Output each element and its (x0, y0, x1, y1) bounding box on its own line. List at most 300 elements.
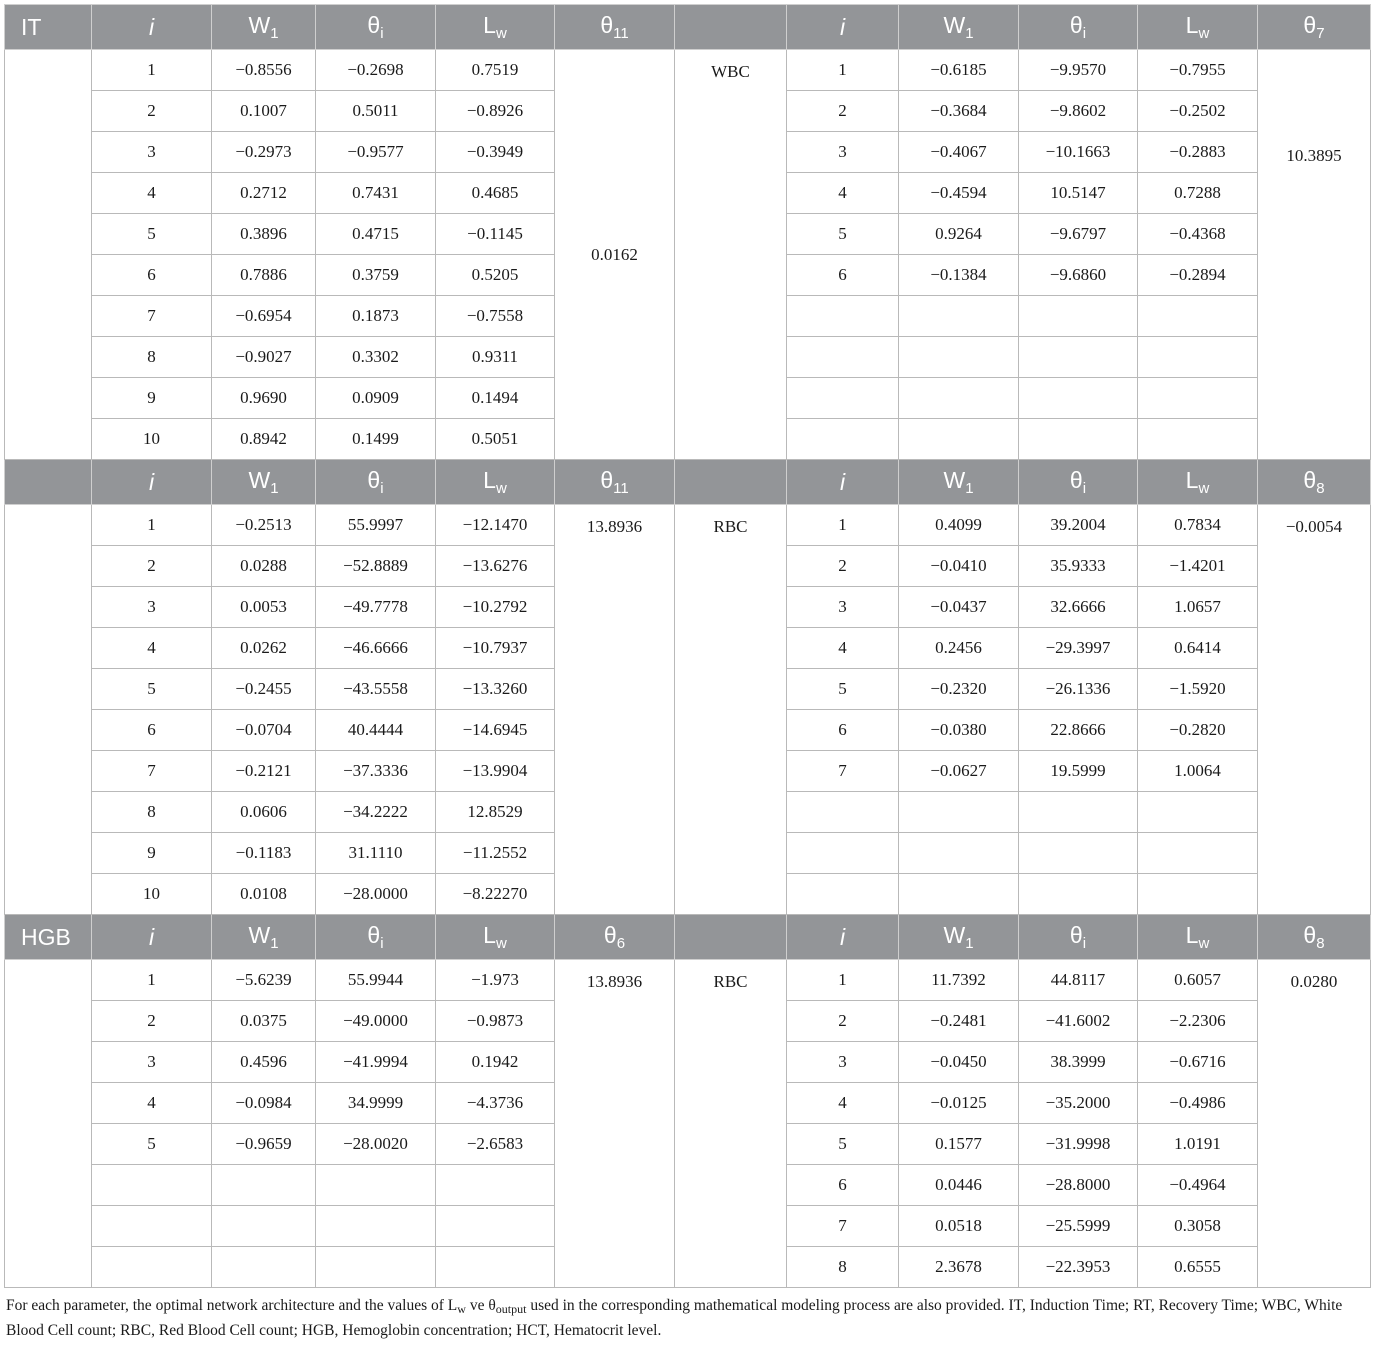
footnote-text-end: used in the corresponding mathematical modeling process are also provided. IT, Induction Time; RT, Recovery Time; WBC, White Blood Cell count; RBC, Red Blood Cell count; HGB, Hemoglobin concentration; HCT, Hematocrit level. (6, 1297, 1343, 1339)
header-lw (1138, 915, 1258, 960)
right-cell: −0.2820 (1138, 710, 1258, 751)
right-cell: 6 (787, 255, 899, 296)
table-footnote (4, 1295, 1370, 1342)
left-cell: 0.1007 (212, 91, 316, 132)
left-cell: −0.9873 (436, 1001, 555, 1042)
header-weight (212, 460, 316, 505)
left-cell: 0.3302 (316, 337, 436, 378)
section-header-row (5, 5, 1371, 50)
left-cell (92, 1247, 212, 1288)
right-cell: −0.0450 (899, 1042, 1019, 1083)
right-cell: 44.8117 (1019, 960, 1138, 1001)
left-cell: 0.1494 (436, 378, 555, 419)
right-cell (899, 378, 1019, 419)
right-cell: 0.2456 (899, 628, 1019, 669)
header-theta-output-right-symbol: θ (1303, 467, 1317, 493)
header-theta-i-subscript: i (1082, 480, 1087, 497)
header-lw-subscript: w (1198, 480, 1210, 497)
left-cell: −0.2513 (212, 505, 316, 546)
header-theta-output-right-subscript: 7 (1316, 25, 1325, 42)
left-cell: 0.3759 (316, 255, 436, 296)
right-cell (899, 874, 1019, 915)
right-cell (1138, 296, 1258, 337)
header-lw (1138, 460, 1258, 505)
header-theta-output-left-subscript: 11 (613, 480, 629, 497)
theta-output-value-left: 13.8936 (555, 960, 675, 1288)
left-cell: 2 (92, 1001, 212, 1042)
header-theta-i-symbol: θ (367, 12, 381, 38)
left-cell: −41.9994 (316, 1042, 436, 1083)
header-lw-subscript: w (1198, 25, 1210, 42)
left-cell: 10 (92, 419, 212, 460)
left-cell (212, 1206, 316, 1247)
footnote-text-start: For each parameter, the optimal network architecture and the values of L (6, 1297, 458, 1314)
right-cell: 0.3058 (1138, 1206, 1258, 1247)
left-cell: −0.7558 (436, 296, 555, 337)
right-cell (787, 378, 899, 419)
left-cell: −0.0704 (212, 710, 316, 751)
right-cell (1019, 874, 1138, 915)
right-cell (1019, 419, 1138, 460)
right-cell: 1.0657 (1138, 587, 1258, 628)
header-lw (1138, 5, 1258, 50)
left-cell: 0.7519 (436, 50, 555, 91)
left-cell: 2 (92, 546, 212, 587)
left-cell (212, 1165, 316, 1206)
right-cell (1019, 296, 1138, 337)
right-cell: −29.3997 (1019, 628, 1138, 669)
right-cell (1019, 792, 1138, 833)
header-theta-output-left-subscript: 6 (616, 935, 626, 952)
header-theta-i-symbol: θ (367, 467, 381, 493)
header-theta-i-subscript: i (1082, 25, 1087, 42)
header-theta-i (1019, 460, 1138, 505)
left-cell: 3 (92, 587, 212, 628)
right-cell: 0.6555 (1138, 1247, 1258, 1288)
header-weight (212, 915, 316, 960)
network-parameter-table (4, 4, 1371, 1288)
right-cell: 4 (787, 1083, 899, 1124)
header-weight (212, 5, 316, 50)
right-cell: −2.2306 (1138, 1001, 1258, 1042)
right-cell: 6 (787, 1165, 899, 1206)
right-cell: 7 (787, 1206, 899, 1247)
right-cell (787, 419, 899, 460)
right-cell (1138, 833, 1258, 874)
left-cell: −13.9904 (436, 751, 555, 792)
left-cell: −0.9027 (212, 337, 316, 378)
right-cell: 5 (787, 669, 899, 710)
right-cell: −0.2481 (899, 1001, 1019, 1042)
left-cell: 0.0909 (316, 378, 436, 419)
header-theta-output-left-subscript: 11 (613, 25, 629, 42)
header-lw-symbol: L (483, 922, 496, 948)
left-cell: 0.5011 (316, 91, 436, 132)
right-cell: 5 (787, 214, 899, 255)
right-cell: 0.7834 (1138, 505, 1258, 546)
header-theta-i-symbol: θ (367, 922, 381, 948)
right-cell: −25.5999 (1019, 1206, 1138, 1247)
left-cell (436, 1165, 555, 1206)
left-cell: 0.8942 (212, 419, 316, 460)
left-cell: −0.2973 (212, 132, 316, 173)
right-cell: −10.1663 (1019, 132, 1138, 173)
header-theta-output-left-symbol: θ (600, 12, 614, 38)
right-cell: 0.6057 (1138, 960, 1258, 1001)
group-label-cell-left (5, 960, 92, 1288)
right-cell: 3 (787, 132, 899, 173)
right-cell: 0.7288 (1138, 173, 1258, 214)
left-cell: 0.3896 (212, 214, 316, 255)
theta-output-value-left: 0.0162 (555, 50, 675, 460)
header-weight-subscript: 1 (270, 480, 279, 497)
header-lw-symbol: L (483, 12, 496, 38)
header-theta-i-symbol: θ (1069, 12, 1083, 38)
left-cell (212, 1247, 316, 1288)
left-cell: −10.2792 (436, 587, 555, 628)
header-weight (899, 460, 1019, 505)
section-header-row (5, 460, 1371, 505)
right-cell: 0.0518 (899, 1206, 1019, 1247)
left-cell: 9 (92, 833, 212, 874)
right-cell: 38.3999 (1019, 1042, 1138, 1083)
header-weight-subscript: 1 (270, 935, 279, 952)
right-cell: −31.9998 (1019, 1124, 1138, 1165)
group-label-left: HGB (5, 915, 92, 960)
left-cell: 0.9311 (436, 337, 555, 378)
theta-output-value-right: 0.0280 (1258, 960, 1371, 1288)
right-cell: 11.7392 (899, 960, 1019, 1001)
left-cell: −4.3736 (436, 1083, 555, 1124)
header-theta-i-subscript: i (380, 25, 384, 42)
right-cell (899, 337, 1019, 378)
left-cell: −5.6239 (212, 960, 316, 1001)
table-container (4, 4, 1370, 1342)
right-cell: 0.9264 (899, 214, 1019, 255)
header-theta-output-left-symbol: θ (600, 467, 614, 493)
header-theta-output-right-symbol: θ (1303, 922, 1317, 948)
header-lw-symbol: L (1185, 12, 1199, 38)
group-label-right: RBC (675, 505, 787, 915)
left-cell: −12.1470 (436, 505, 555, 546)
right-cell: −0.3684 (899, 91, 1019, 132)
right-cell: −9.6797 (1019, 214, 1138, 255)
header-group-right-blank (675, 915, 787, 960)
group-label-right: RBC (675, 960, 787, 1288)
left-cell: −46.6666 (316, 628, 436, 669)
left-cell: 34.9999 (316, 1083, 436, 1124)
left-cell: −0.8556 (212, 50, 316, 91)
right-cell: 2.3678 (899, 1247, 1019, 1288)
left-cell: 6 (92, 255, 212, 296)
right-cell (787, 296, 899, 337)
left-cell: −2.6583 (436, 1124, 555, 1165)
left-cell: −0.9659 (212, 1124, 316, 1165)
right-cell: 1 (787, 960, 899, 1001)
right-cell: 1.0064 (1138, 751, 1258, 792)
right-cell: −28.8000 (1019, 1165, 1138, 1206)
right-cell: −0.4368 (1138, 214, 1258, 255)
header-theta-i (1019, 915, 1138, 960)
header-index: i (92, 915, 212, 960)
right-cell: 6 (787, 710, 899, 751)
right-cell: −1.5920 (1138, 669, 1258, 710)
header-weight-subscript: 1 (965, 935, 974, 952)
header-theta-output-left (555, 460, 675, 505)
header-theta-i (316, 915, 436, 960)
left-cell: 0.1499 (316, 419, 436, 460)
left-cell: 0.5051 (436, 419, 555, 460)
header-weight-subscript: 1 (270, 25, 279, 42)
right-cell: 22.8666 (1019, 710, 1138, 751)
left-cell: 1 (92, 50, 212, 91)
left-cell: 0.4715 (316, 214, 436, 255)
header-theta-i-symbol: θ (1069, 922, 1083, 948)
header-lw-symbol: L (483, 467, 496, 493)
right-cell: 1 (787, 50, 899, 91)
right-cell (1138, 337, 1258, 378)
left-cell: 8 (92, 337, 212, 378)
table-row (5, 960, 1371, 1001)
header-theta-i-subscript: i (380, 935, 384, 952)
right-cell: 0.6414 (1138, 628, 1258, 669)
header-lw-subscript: w (495, 480, 507, 497)
right-cell (787, 337, 899, 378)
left-cell: 4 (92, 1083, 212, 1124)
group-label-cell-left (5, 50, 92, 460)
table-row (5, 50, 1371, 91)
left-cell: −0.2698 (316, 50, 436, 91)
left-cell: 12.8529 (436, 792, 555, 833)
right-cell: 39.2004 (1019, 505, 1138, 546)
footnote-lw-subscript: w (457, 1302, 466, 1316)
right-cell (1138, 419, 1258, 460)
left-cell: −11.2552 (436, 833, 555, 874)
right-cell: −0.1384 (899, 255, 1019, 296)
right-cell (899, 296, 1019, 337)
header-theta-output-right-subscript: 8 (1316, 935, 1325, 952)
left-cell: 6 (92, 710, 212, 751)
right-cell: −0.0380 (899, 710, 1019, 751)
left-cell: 0.4596 (212, 1042, 316, 1083)
header-lw-subscript: w (495, 935, 507, 952)
header-theta-i-subscript: i (1082, 935, 1087, 952)
theta-output-value-right: −0.0054 (1258, 505, 1371, 915)
left-cell: −13.3260 (436, 669, 555, 710)
left-cell: −8.22270 (436, 874, 555, 915)
right-cell: −22.3953 (1019, 1247, 1138, 1288)
left-cell: −0.1145 (436, 214, 555, 255)
header-group-right-blank (675, 460, 787, 505)
right-cell: 2 (787, 91, 899, 132)
header-index: i (787, 915, 899, 960)
right-cell (899, 833, 1019, 874)
left-cell: 4 (92, 628, 212, 669)
header-lw (436, 915, 555, 960)
left-cell: −34.2222 (316, 792, 436, 833)
right-cell: −41.6002 (1019, 1001, 1138, 1042)
theta-output-value-right: 10.3895 (1258, 50, 1371, 460)
right-cell: −0.0410 (899, 546, 1019, 587)
header-theta-output-right (1258, 915, 1371, 960)
left-cell: −52.8889 (316, 546, 436, 587)
right-cell: 10.5147 (1019, 173, 1138, 214)
right-cell: −0.0437 (899, 587, 1019, 628)
left-cell: 0.7886 (212, 255, 316, 296)
right-cell: −0.6185 (899, 50, 1019, 91)
right-cell: 4 (787, 628, 899, 669)
header-theta-output-right-symbol: θ (1303, 12, 1317, 38)
left-cell: 7 (92, 296, 212, 337)
left-cell: 1 (92, 960, 212, 1001)
header-theta-i (1019, 5, 1138, 50)
header-weight (899, 5, 1019, 50)
header-lw-subscript: w (1198, 935, 1210, 952)
left-cell: −0.0984 (212, 1083, 316, 1124)
left-cell: −14.6945 (436, 710, 555, 751)
right-cell (787, 792, 899, 833)
right-cell (1138, 874, 1258, 915)
right-cell: −0.6716 (1138, 1042, 1258, 1083)
left-cell: 0.2712 (212, 173, 316, 214)
left-cell: −49.7778 (316, 587, 436, 628)
header-theta-output-right (1258, 5, 1371, 50)
left-cell (316, 1206, 436, 1247)
right-cell: 3 (787, 1042, 899, 1083)
left-cell: 55.9944 (316, 960, 436, 1001)
right-cell (1019, 833, 1138, 874)
right-cell: −9.8602 (1019, 91, 1138, 132)
footnote-theta-subscript: output (495, 1302, 527, 1316)
left-cell: 0.1873 (316, 296, 436, 337)
header-lw-symbol: L (1185, 467, 1199, 493)
right-cell: −0.7955 (1138, 50, 1258, 91)
left-cell: −1.973 (436, 960, 555, 1001)
right-cell: 1 (787, 505, 899, 546)
header-lw-symbol: L (1185, 922, 1199, 948)
header-theta-output-right (1258, 460, 1371, 505)
header-index: i (787, 5, 899, 50)
right-cell: 7 (787, 751, 899, 792)
header-weight-symbol: W (248, 467, 271, 493)
left-cell: −0.6954 (212, 296, 316, 337)
left-cell: −0.2121 (212, 751, 316, 792)
left-cell: 1 (92, 505, 212, 546)
left-cell: 0.7431 (316, 173, 436, 214)
right-cell: −9.9570 (1019, 50, 1138, 91)
left-cell: 3 (92, 132, 212, 173)
header-index: i (787, 460, 899, 505)
left-cell: −0.8926 (436, 91, 555, 132)
right-cell: 2 (787, 546, 899, 587)
left-cell: 0.0053 (212, 587, 316, 628)
group-label-left (5, 460, 92, 505)
right-cell: −0.4067 (899, 132, 1019, 173)
left-cell: 5 (92, 669, 212, 710)
left-cell: 0.0288 (212, 546, 316, 587)
right-cell: −35.2000 (1019, 1083, 1138, 1124)
right-cell: −0.0125 (899, 1083, 1019, 1124)
left-cell: −0.1183 (212, 833, 316, 874)
right-cell: 0.4099 (899, 505, 1019, 546)
left-cell: 7 (92, 751, 212, 792)
header-weight-symbol: W (943, 922, 966, 948)
right-cell (1138, 378, 1258, 419)
left-cell: 0.0262 (212, 628, 316, 669)
group-label-right: WBC (675, 50, 787, 460)
right-cell (787, 874, 899, 915)
header-index: i (92, 460, 212, 505)
left-cell: −0.3949 (436, 132, 555, 173)
left-cell (316, 1247, 436, 1288)
header-theta-output-left (555, 915, 675, 960)
header-weight-symbol: W (248, 922, 271, 948)
right-cell: −0.2320 (899, 669, 1019, 710)
left-cell: 5 (92, 214, 212, 255)
header-theta-i-subscript: i (380, 480, 384, 497)
header-weight-symbol: W (943, 467, 966, 493)
header-group-right-blank (675, 5, 787, 50)
right-cell: −0.2502 (1138, 91, 1258, 132)
group-label-cell-left (5, 505, 92, 915)
left-cell (92, 1206, 212, 1247)
left-cell: 0.1942 (436, 1042, 555, 1083)
table-row (5, 505, 1371, 546)
header-theta-i-symbol: θ (1069, 467, 1083, 493)
header-lw (436, 460, 555, 505)
header-theta-i (316, 5, 436, 50)
header-lw-subscript: w (495, 25, 507, 42)
header-weight-symbol: W (943, 12, 966, 38)
left-cell: 3 (92, 1042, 212, 1083)
right-cell (787, 833, 899, 874)
header-weight-subscript: 1 (965, 480, 974, 497)
right-cell: 8 (787, 1247, 899, 1288)
left-cell: −10.7937 (436, 628, 555, 669)
left-cell: 31.1110 (316, 833, 436, 874)
right-cell: −0.4964 (1138, 1165, 1258, 1206)
right-cell: 0.0446 (899, 1165, 1019, 1206)
left-cell (436, 1247, 555, 1288)
right-cell (1019, 337, 1138, 378)
header-weight (899, 915, 1019, 960)
left-cell (436, 1206, 555, 1247)
group-label-left: IT (5, 5, 92, 50)
right-cell: −0.2894 (1138, 255, 1258, 296)
header-theta-output-left (555, 5, 675, 50)
right-cell: −0.0627 (899, 751, 1019, 792)
right-cell: 0.1577 (899, 1124, 1019, 1165)
left-cell: 0.0375 (212, 1001, 316, 1042)
right-cell: 35.9333 (1019, 546, 1138, 587)
left-cell: 8 (92, 792, 212, 833)
right-cell: −1.4201 (1138, 546, 1258, 587)
left-cell (92, 1165, 212, 1206)
left-cell: 40.4444 (316, 710, 436, 751)
right-cell: −0.4986 (1138, 1083, 1258, 1124)
section-header-row (5, 915, 1371, 960)
left-cell: −37.3336 (316, 751, 436, 792)
left-cell: 0.0606 (212, 792, 316, 833)
right-cell (899, 419, 1019, 460)
header-weight-subscript: 1 (965, 25, 974, 42)
header-lw (436, 5, 555, 50)
left-cell: 55.9997 (316, 505, 436, 546)
header-theta-output-left-symbol: θ (603, 922, 617, 948)
header-theta-i (316, 460, 436, 505)
left-cell (316, 1165, 436, 1206)
left-cell: −0.2455 (212, 669, 316, 710)
